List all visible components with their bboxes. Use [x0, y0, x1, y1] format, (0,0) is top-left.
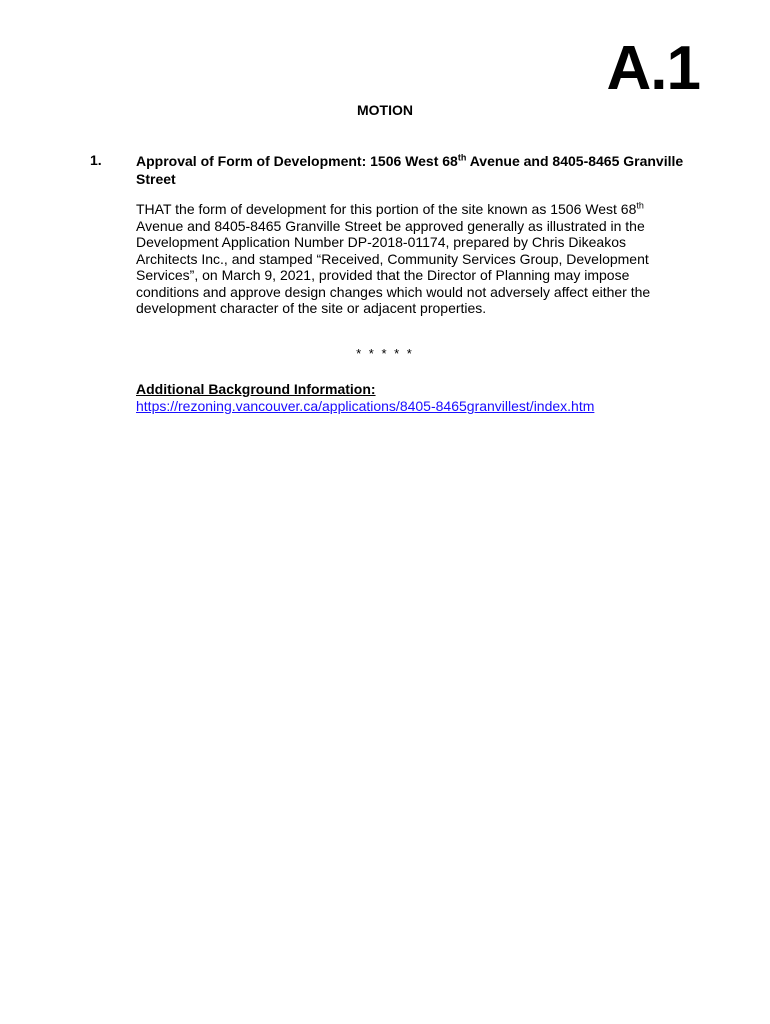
agenda-code: A.1	[606, 34, 700, 103]
motion-body-text-start: THAT the form of development for this portion of the site known as 1506 West 68	[136, 201, 637, 217]
background-heading: Additional Background Information:	[136, 381, 376, 397]
background-info-link[interactable]: https://rezoning.vancouver.ca/applications/8405-8465granvillest/index.htm	[136, 398, 595, 414]
item-heading-ordinal: th	[457, 152, 467, 163]
motion-body-text-end: Avenue and 8405-8465 Granville Street be approved generally as illustrated in the Development Application Number DP-2018-01174, prepared by Chris Dikeakos Architects Inc., and stamped “Received, Community Services Group, Development Services”, on March 9, 2021, provided that the Director of Planning may impose conditions and approve design changes which would not adversely affect either the development character of the site or adjacent properties.	[136, 217, 651, 316]
section-separator: * * * * *	[356, 346, 414, 361]
item-heading	[136, 152, 706, 188]
motion-body-ordinal: th	[636, 200, 644, 211]
motion-body	[136, 201, 666, 317]
item-heading-text-end: Avenue and 8405-8465 Granville Street	[136, 153, 684, 187]
item-number: 1.	[90, 152, 102, 168]
document-title: MOTION	[357, 102, 413, 118]
item-heading-text-start: Approval of Form of Development: 1506 West 68	[136, 153, 458, 169]
